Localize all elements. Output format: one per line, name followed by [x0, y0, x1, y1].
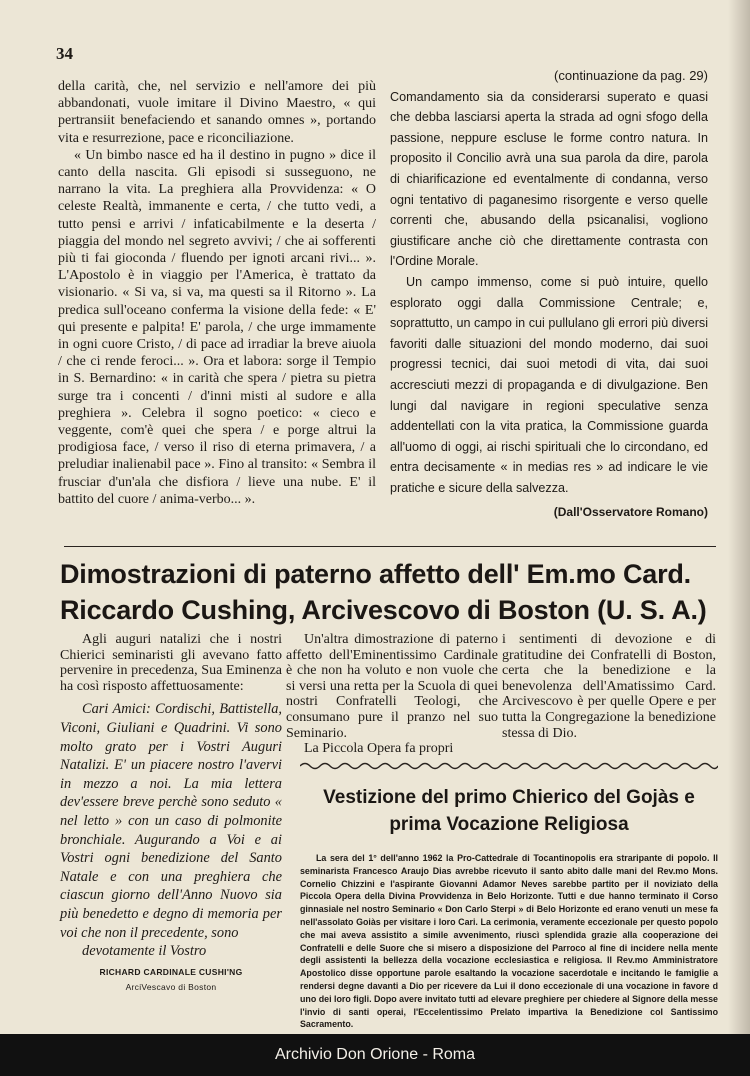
top-right-paragraph-2: Un campo immenso, come si può intuire, quello esplorato oggi dalla Commissione Centrale; e, soprattutto, un campo in cui pullulano gli errori più diversi favoriti dalle situazioni del mondo moderno, dai suoi progressi tecnici, dai suoi metodi di vita, dai suoi accresciuti mezzi di propaganda e di divulgazione. Ben lungi dal navigare in regioni speculative senza addentellati con la vita pratica, la Commissione guarda all'uomo di oggi, ai rischi spirituali che lo circondano, ed entra decisamente « in medias res » ad indicare le vie pratiche e sicure della salvezza. [390, 274, 708, 495]
archive-footer: Archivio Don Orione - Roma [274, 1046, 476, 1063]
wavy-divider [300, 760, 718, 772]
letter-intro: Agli auguri natalizi che i nostri Chierici seminaristi gli avevano fatto pervenire in precedenza, Sua Eminenza ha così risposto affettuosamente: [60, 632, 282, 694]
bottom-right-paragraph-1: i sentimenti di devozione e di gratitudine dei Confratelli di Boston, certa che la benedizione e la benevolenza dell'Amatissimo Card. Arcivescovo è per quelle Opere e per tutta la Congregazione la benedizione stessa di Dio. [502, 632, 716, 741]
sub-headline: Vestizione del primo Chierico del Gojàs e prima Vocazione Religiosa [323, 787, 695, 835]
signature-title: ArciVescavo di Boston [125, 982, 217, 993]
vestition-article-text: La sera del 1° dell'anno 1962 la Pro-Cattedrale di Tocantinopolis era straripante di popolo. Il seminarista Francesco Araujo Dias avrebbe ricevuto il santo abito dalle mani del Rev.mo Mons. Cornelio Chizzini e l'aspirante Giovanni Adamor Neves sarebbe partito per il noviziato della Piccola Opera della Divina Provvidenza in Belo Horizonte. Tutti e due hanno terminato il Corso ginnasiale nel nostro Seminario « Don Carlo Sterpi » di Belo Horizonte ed erano venuti un mese fa nell'assolato Goiàs per visitare i loro Cari. La cerimonia, veramente eccezionale per questo popolo che mai aveva assistito a simile avvenimento, riuscì splendida grazie alla cooperazione dei Confratelli e delle Suore che si misero a disposizione del Parroco al fine di incidere nella mente degli assistenti la bellezza della vocazione ecclesiastica e religiosa. Il Rev.mo Amministratore Apostolico disse opportune parole esaltando la vocazione sacerdotale e incitando le famiglie a rendersi degne davanti a Dio per ricevere da Lui il dono eccezionale di una vocazione in favore d uno dei loro figli. Dopo avere invitato tutti ad elevare preghiere per chiedere al Signore della messe l'invio di santi operai, l'Eccelentissimo Prelato impartiva la Benedizione col Santissimo Sacramento. [300, 853, 718, 1030]
bottom-middle-paragraph-1: Un'altra dimostrazione di paterno affetto dell'Eminentissimo Cardinale è che non ha voluto e non vuole che si versi una retta per la Scuola di quei nostri Confratelli Teologi, che consumano pure il pranzo nel suo Seminario. [286, 632, 498, 741]
letter-closing: devotamente il Vostro [82, 943, 207, 960]
bottom-middle-column [286, 632, 498, 757]
bottom-middle-paragraph-2: La Piccola Opera fa propri [304, 741, 454, 757]
continuation-note: (continuazione da pag. 29) [554, 68, 708, 83]
page-number: 34 [56, 44, 73, 63]
top-right-paragraph-1: Comandamento sia da considerarsi superato e quasi che debba lasciarsi aperta la strada ad ogni sfogo della passione, neppure escluse le forme contro natura. In proposito il Concilio avrà una sua parola da dire, parola di chiarificazione ed eventalmente di condanna, verso ogni tentativo di paganesimo risorgente e verso quelle correnti che, abusando della psicanalisi, vogliono giustificare anche ciò che direttamente contrasta con l'Ordine Morale. [390, 89, 708, 269]
letter-signature: RICHARD CARDINALE CUSHI'NG [99, 966, 243, 977]
source-credit: (Dall'Osservatore Romano) [553, 505, 708, 520]
top-left-column [58, 78, 376, 508]
bottom-left-column [60, 632, 282, 996]
page-edge-shadow [728, 0, 750, 1076]
section-divider [64, 546, 716, 547]
top-left-paragraph-2: « Un bimbo nasce ed ha il destino in pugno » dice il canto della nascita. Gli episodi si susseguono, ne narrano la vita. La preghiera alla Provvidenza: « O celeste Realtà, immanente e certa, / che tutto vedi, a tutto pensi e arrivi / infaticabilmente e la deserta / piaggia del mondo nel segreto avvivi; / che ai sofferenti più ti fai gioconda / fluendo per ignoti arcani rivi... ». L'Apostolo è in viaggio per l'America, è trattato da visionario. « Si va, si va, ma questi sa il Ritorno ». La predica sull'oceano conferma la visione della fede: « E' qui presente e palpita! E' parola, / che urge immamente in ogni cuore Cristo, / di pace ad irradiar la breve aiuola / che ci rende feroci... ». Ora et labora: sorge il Tempio in S. Bernardino: « in carità che spera / pietra su pietra surge tra i concenti / d'inni misti al sudore e alla preghiera ». Celebra il sogno poetico: « cieco e veggente, com'è quei che spera / e porge altrui la prodigiosa face, / verso il riso di eterna primavera, / a preludiar inalienabil pace ». Fino al transito: « Sembra il frusciar d'un'ala che disfiora / lieve una nube. E' il battito del cuore / anima-verbo... ». [58, 147, 376, 507]
top-left-paragraph-1: della carità, che, nel servizio e nell'amore dei più abbandonati, vuole imitare il Divino Maestro, « qui pertransiit benefaciendo et sanando omnes », portando vita e resurrezione, pace e riconciliazione. [58, 79, 376, 146]
cardinal-letter: Cari Amici: Cordischi, Battistella, Viconi, Giuliani e Quadrini. Vi sono molto grato per i Vostri Auguri Natalizi. E' un piacere nostro l'avervi in mezzo a noi. La mia lettera dev'essere breve perchè sono seduto « nel letto » con un caso di polmonite bronchiale. Augurando a Voi e ai Vostri ogni benedizione del Santo Natale e con una preghiera che ciascun giorno dell'Anno Nuovo sia più benedetto e degno di memoria per voi che non il precedente, sono [60, 701, 282, 941]
bottom-right-column [502, 632, 716, 741]
main-headline: Dimostrazioni di paterno affetto dell' Em.mo Card. Riccardo Cushing, Arcivescovo di Boston (U. S. A.) [60, 559, 707, 625]
top-right-column [390, 66, 708, 523]
